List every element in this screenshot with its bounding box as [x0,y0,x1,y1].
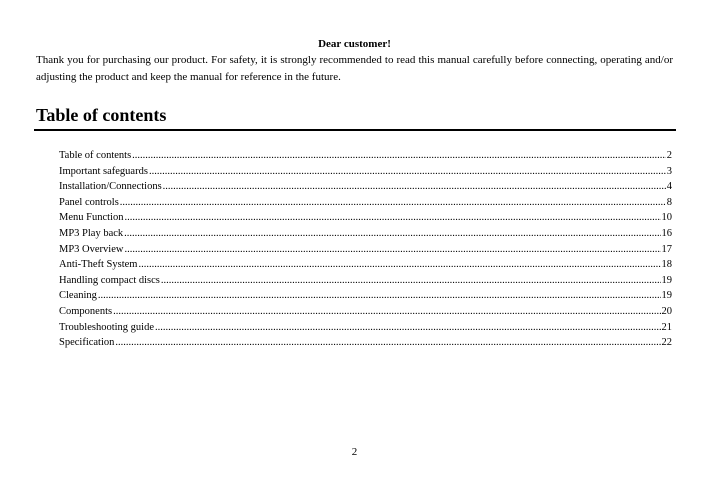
toc-entry-title: Anti-Theft System [59,259,138,271]
toc-dot-leader [138,257,660,273]
intro-paragraph: Thank you for purchasing our product. For safety, it is strongly recommended to read this manual carefully before connecting, operating and/or adjusting the product and keep the manual for reference in the future. [36,54,673,83]
toc-dot-leader [161,273,661,289]
toc-dot-leader [115,335,660,351]
toc-entry-page: 20 [661,305,672,317]
toc-entry[interactable] [59,195,672,211]
toc-entry-title: Cleaning [59,290,97,302]
toc-entry-title: Important safeguards [59,165,148,177]
toc-heading: Table of contents [36,105,167,125]
toc-dot-leader [124,242,660,258]
toc-entry-page: 3 [666,165,672,177]
toc-dot-leader [124,210,660,226]
toc-entry-page: 4 [666,181,672,193]
heading-rule [34,129,676,131]
toc-entry-page: 16 [661,227,672,239]
toc-entry-title: MP3 Play back [59,227,124,239]
toc-entry[interactable] [59,320,672,336]
toc-entry-title: Table of contents [59,150,132,161]
toc-dot-leader [155,320,661,336]
toc-entry[interactable] [59,226,672,242]
toc-entry-title: Specification [59,337,115,349]
toc-entry[interactable] [59,179,672,195]
toc-dot-leader [98,288,661,304]
greeting-heading: Dear customer! [318,38,391,50]
toc-entry-title: Components [59,305,113,317]
toc-dot-leader [124,226,660,242]
toc-entry[interactable] [59,210,672,226]
toc-entry[interactable] [59,304,672,320]
page-number: 2 [351,446,358,458]
toc-entry[interactable] [59,164,672,180]
toc-entry[interactable] [59,257,672,273]
toc-dot-leader [120,195,666,211]
toc-entry-title: Troubleshooting guide [59,321,154,333]
toc-entry-title: Panel controls [59,196,119,208]
toc-entry[interactable] [59,242,672,258]
toc-entry-title: MP3 Overview [59,243,124,255]
toc-entry-page: 19 [661,290,672,302]
toc-entry-page: 17 [661,243,672,255]
toc-entry[interactable] [59,273,672,289]
toc-entry-page: 18 [661,259,672,271]
toc-entry-page: 2 [666,150,672,161]
toc-entry-title: Handling compact discs [59,274,160,286]
toc-entry[interactable] [59,148,672,164]
toc-dot-leader [149,164,666,180]
toc-dot-leader [113,304,660,320]
toc-dot-leader [132,148,666,164]
toc-entry-title: Installation/Connections [59,181,162,193]
toc-entry[interactable] [59,335,672,351]
toc-list [59,148,672,351]
toc-entry-page: 19 [661,274,672,286]
toc-entry-title: Menu Function [59,212,124,224]
toc-entry-page: 8 [666,196,672,208]
toc-entry[interactable] [59,288,672,304]
toc-entry-page: 22 [661,337,672,349]
toc-entry-page: 10 [661,212,672,224]
toc-entry-page: 21 [661,321,672,333]
toc-dot-leader [163,179,666,195]
